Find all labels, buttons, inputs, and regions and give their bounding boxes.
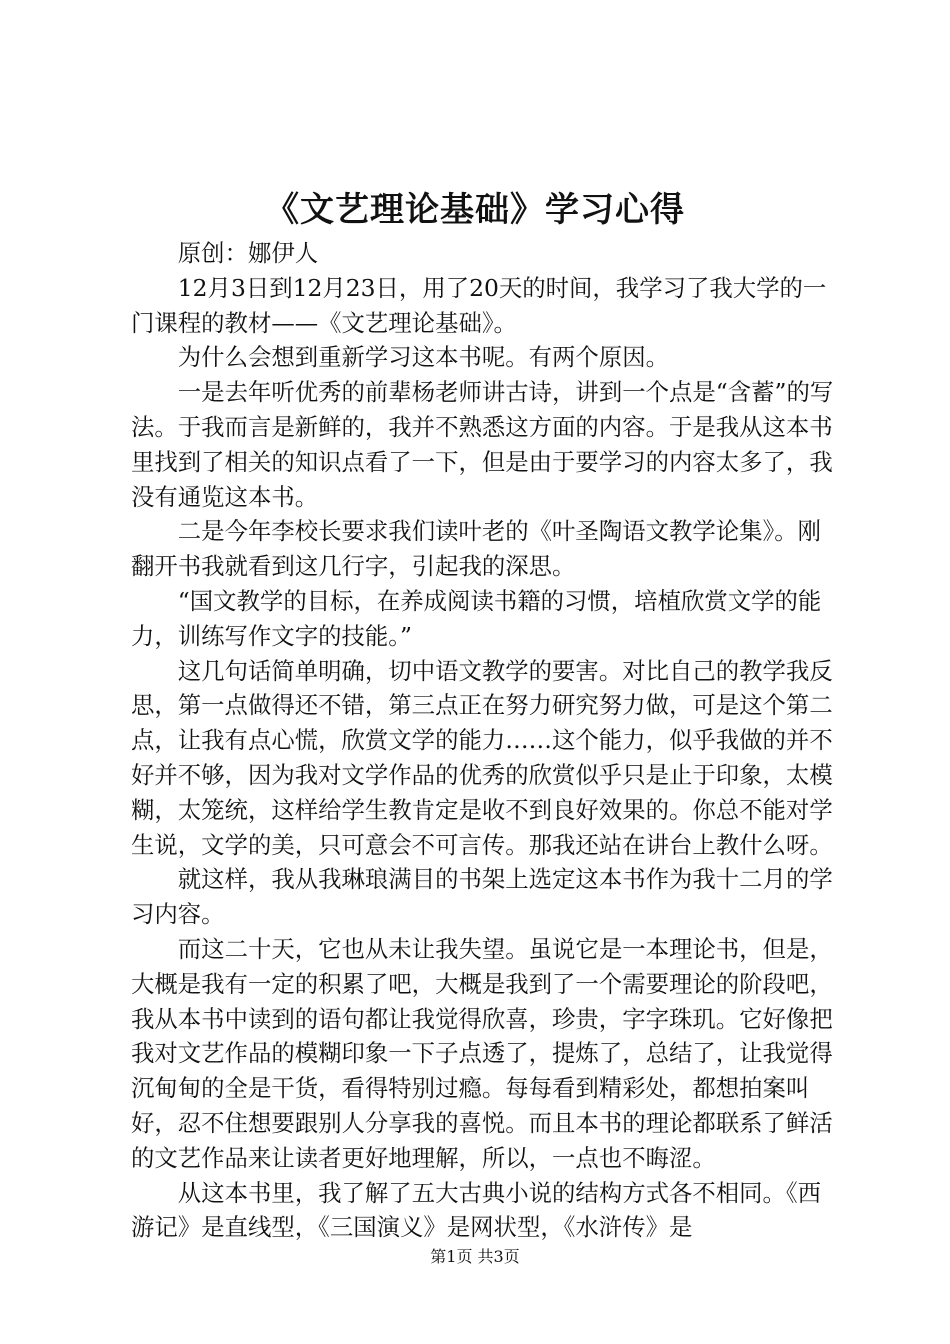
document-body [131,236,836,1245]
paragraph: 从这本书里，我了解了五大古典小说的结构方式各不相同。《西游记》是直线型，《三国演义》是网状型，《水浒传》是 [131,1178,822,1242]
paragraph: 就这样，我从我琳琅满目的书架上选定这本书作为我十二月的学习内容。 [131,865,833,929]
page-footer: 第1页 共3页 [430,1247,520,1266]
paragraph: 为什么会想到重新学习这本书呢。有两个原因。 [177,343,669,372]
quote-paragraph: “国文教学的目标，在养成阅读书籍的习惯，培植欣赏文学的能力，训练写作文字的技能。” [131,586,822,650]
paragraph: 一是去年听优秀的前辈杨老师讲古诗，讲到一个点是“含蓄”的写法。于我而言是新鲜的，我并不熟悉这方面的内容。于是我从这本书里找到了相关的知识点看了一下，但是由于要学习的内容太多了，我没有通览这本书。 [131,378,834,511]
paragraph: 二是今年李校长要求我们读叶老的《叶圣陶语文教学论集》。刚翻开书我就看到这几行字，引起我的深思。 [131,517,822,581]
paragraph: 这几句话简单明确，切中语文教学的要害。对比自己的教学我反思，第一点做得还不错，第三点正在努力研究努力做，可是这个第二点，让我有点心慌，欣赏文学的能力……这个能力，似乎我做的并不好并不够，因为我对文学作品的优秀的欣赏似乎只是止于印象，太模糊，太笼统，这样给学生教肯定是收不到良好效果的。你总不能对学生说，文学的美，只可意会不可言传。那我还站在讲台上教什么呀。 [131,656,833,859]
paragraph: 12月3日到12月23日，用了20天的时间，我学习了我大学的一门课程的教材——《文艺理论基础》。 [131,273,827,337]
author-line: 原创：娜伊人 [177,239,319,267]
paragraph: 而这二十天，它也从未让我失望。虽说它是一本理论书，但是，大概是我有一定的积累了吧，大概是我到了一个需要理论的阶段吧，我从本书中读到的语句都让我觉得欣喜，珍贵，字字珠玑。它好像把我对文艺作品的模糊印象一下子点透了，提炼了，总结了，让我觉得沉甸甸的全是干货，看得特别过瘾。每每看到精彩处，都想拍案叫好，忍不住想要跟别人分享我的喜悦。而且本书的理论都联系了鲜活的文艺作品来让读者更好地理解，所以，一点也不晦涩。 [131,934,833,1172]
document-title: 《文艺理论基础》学习心得 [265,190,685,230]
